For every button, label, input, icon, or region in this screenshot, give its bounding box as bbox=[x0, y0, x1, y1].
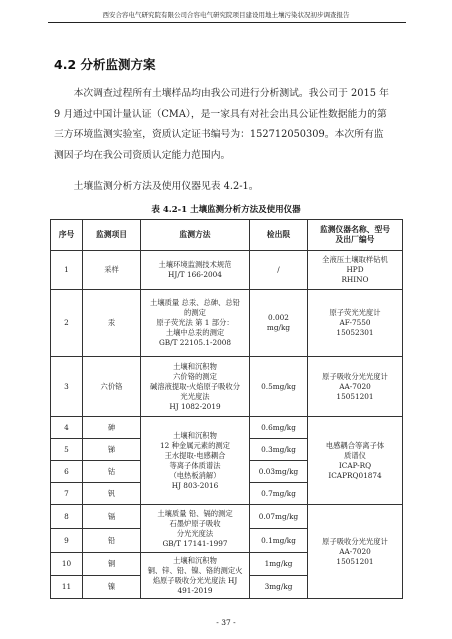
monitoring-method: 土壤和沉积物 铜、锌、铅、镍、铬的测定火 焰原子吸收分光光度法 HJ 491-2019 bbox=[141, 553, 250, 599]
monitoring-method: 土壤环境监测技术规范 HJ/T 166-2004 bbox=[141, 251, 250, 290]
table-row bbox=[51, 505, 403, 529]
monitoring-item: 铅 bbox=[83, 529, 141, 553]
monitoring-item: 钒 bbox=[83, 483, 141, 505]
monitoring-item: 采样 bbox=[83, 251, 141, 290]
monitoring-item: 汞 bbox=[83, 290, 141, 357]
monitoring-method: 土壤质量 总汞、总砷、总铅 的测定 原子荧光法 第 1 部分： 土壤中总汞的测定 GB/T 22105.1-2008 bbox=[141, 290, 250, 357]
row-number: 9 bbox=[51, 529, 83, 553]
row-number: 2 bbox=[51, 290, 83, 357]
monitoring-item: 铜 bbox=[83, 553, 141, 576]
table-row bbox=[51, 417, 403, 439]
detection-limit: 1mg/kg bbox=[250, 553, 308, 576]
detection-limit: 0.1mg/kg bbox=[250, 529, 308, 553]
monitoring-item: 砷 bbox=[83, 417, 141, 439]
page-header: 西安合容电气研究院有限公司合容电气研究院项目建设用地土壤污染状况初步调查报告 bbox=[102, 11, 350, 19]
row-number: 4 bbox=[51, 417, 83, 439]
col-header-no: 序号 bbox=[51, 220, 83, 251]
page-number: - 37 - bbox=[216, 618, 236, 627]
section-title: 4.2 分析监测方案 bbox=[54, 57, 156, 72]
detection-limit: 0.002 mg/kg bbox=[250, 290, 308, 357]
monitoring-item: 钴 bbox=[83, 461, 141, 483]
instrument: 电感耦合等离子体 质谱仪 ICAP-RQ ICAPRQ01874 bbox=[308, 417, 403, 505]
table-row bbox=[51, 290, 403, 357]
detection-limit: 0.3mg/kg bbox=[250, 439, 308, 461]
row-number: 7 bbox=[51, 483, 83, 505]
monitoring-item: 锑 bbox=[83, 439, 141, 461]
header-rule bbox=[48, 22, 406, 23]
instrument: 全液压土壤取样钻机 HPD RHINO bbox=[308, 251, 403, 290]
monitoring-method: 土壤和沉积物 12 种金属元素的测定 王水提取-电感耦合 等离子体质谱法 （电热板消解） HJ 803-2016 bbox=[141, 417, 250, 505]
detection-limit: 0.03mg/kg bbox=[250, 461, 308, 483]
table-reference-paragraph: 土壤监测分析方法及使用仪器见表 4.2-1。 bbox=[73, 181, 259, 192]
detection-limit: 0.6mg/kg bbox=[250, 417, 308, 439]
table-row bbox=[51, 251, 403, 290]
row-number: 3 bbox=[51, 357, 83, 417]
monitoring-method: 土壤质量 铅、镉的测定 石墨炉原子吸收 分光光度法 GB/T 17141-1997 bbox=[141, 505, 250, 553]
row-number: 10 bbox=[51, 553, 83, 576]
instrument: 原子吸收分光光度计 AA-7020 15051201 bbox=[308, 505, 403, 599]
detection-limit: / bbox=[250, 251, 308, 290]
row-number: 8 bbox=[51, 505, 83, 529]
row-number: 1 bbox=[51, 251, 83, 290]
col-header-method: 监测方法 bbox=[141, 220, 250, 251]
monitoring-item: 六价铬 bbox=[83, 357, 141, 417]
instrument: 原子吸收分光光度计 AA-7020 15051201 bbox=[308, 357, 403, 417]
row-number: 6 bbox=[51, 461, 83, 483]
monitoring-item: 镍 bbox=[83, 576, 141, 599]
detection-limit: 0.07mg/kg bbox=[250, 505, 308, 529]
table-header-row bbox=[51, 220, 403, 251]
table-row bbox=[51, 357, 403, 417]
detection-limit: 0.7mg/kg bbox=[250, 483, 308, 505]
table-caption: 表 4.2-1 土壤监测分析方法及使用仪器 bbox=[151, 205, 301, 215]
intro-paragraph: 本次调查过程所有土壤样品均由我公司进行分析测试。我公司于 2015 年 9 月通过中国计量认证（CMA），是一家具有对社会出具公证性数据能力的第三方环境监测实验室，资质认定证书编号为：152712050309。本次所有监测因子均在我公司资质认定能力范围内。 bbox=[54, 88, 389, 161]
col-header-limit: 检出限 bbox=[250, 220, 308, 251]
monitoring-item: 镉 bbox=[83, 505, 141, 529]
instrument: 原子荧光光度计 AF-7550 15052301 bbox=[308, 290, 403, 357]
monitoring-method: 土壤和沉积物 六价铬的测定 碱溶液提取-火焰原子吸收分 光光度法 HJ 1082-2019 bbox=[141, 357, 250, 417]
col-header-instrument: 监测仪器名称、型号 及出厂编号 bbox=[308, 220, 403, 251]
methods-table bbox=[50, 219, 403, 599]
detection-limit: 0.5mg/kg bbox=[250, 357, 308, 417]
detection-limit: 3mg/kg bbox=[250, 576, 308, 599]
row-number: 11 bbox=[51, 576, 83, 599]
row-number: 5 bbox=[51, 439, 83, 461]
col-header-item: 监测项目 bbox=[83, 220, 141, 251]
